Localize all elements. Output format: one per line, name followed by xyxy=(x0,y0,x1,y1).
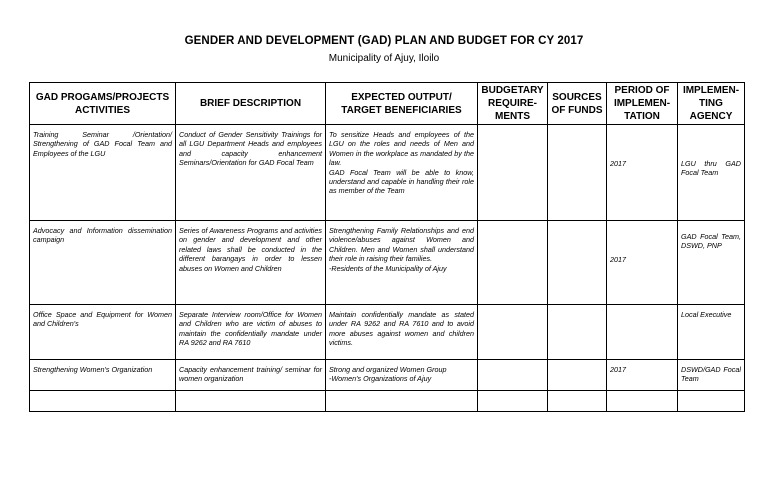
table-header-row xyxy=(30,83,745,125)
column-header-agency: IMPLEMEN- TING AGENCY xyxy=(678,83,745,125)
description-cell: Capacity enhancement training/ seminar for women organization xyxy=(176,360,326,391)
period-cell xyxy=(607,221,678,305)
description-cell: Conduct of Gender Sensitivity Trainings for all LGU Department Heads and employees and capacity enhancement Seminars/Orientation for GAD Focal Team xyxy=(176,125,326,221)
output-cell: Maintain confidentially mandate as stated under RA 9262 and RA 7610 and to avoid more abuses against women and children victims. xyxy=(326,305,478,360)
budget-cell xyxy=(478,305,548,360)
sources-cell xyxy=(548,305,607,360)
table-row xyxy=(30,221,745,305)
agency-cell xyxy=(678,125,745,221)
program-cell xyxy=(30,391,176,412)
document-subtitle: Municipality of Ajuy, Iloilo xyxy=(328,53,440,64)
budget-cell xyxy=(478,125,548,221)
budget-cell xyxy=(478,360,548,391)
column-header-programs: GAD PROGAMS/PROJECTS ACTIVITIES xyxy=(30,83,176,125)
period-cell xyxy=(607,305,678,360)
program-cell: Strengthening Women's Organization xyxy=(30,360,176,391)
column-header-budget: BUDGETARY REQUIRE- MENTS xyxy=(478,83,548,125)
program-cell: Advocacy and Information dissemination campaign xyxy=(30,221,176,305)
column-header-expected-output: EXPECTED OUTPUT/ TARGET BENEFICIARIES xyxy=(326,83,478,125)
period-value: 2017 xyxy=(610,159,626,168)
gad-plan-table xyxy=(29,82,745,412)
table-row xyxy=(30,391,745,412)
document-title: GENDER AND DEVELOPMENT (GAD) PLAN AND BUDGET FOR CY 2017 xyxy=(184,35,584,47)
column-header-description: BRIEF DESCRIPTION xyxy=(176,83,326,125)
description-cell: Separate Interview room/Office for Women and Children who are victim of abuses to maintain the confidentially mandate under RA 9262 and RA 7610 xyxy=(176,305,326,360)
output-cell: Strong and organized Women Group -Women's Organizations of Ajuy xyxy=(326,360,478,391)
budget-cell xyxy=(478,391,548,412)
sources-cell xyxy=(548,125,607,221)
column-header-period: PERIOD OF IMPLEMEN- TATION xyxy=(607,83,678,125)
period-cell xyxy=(607,125,678,221)
sources-cell xyxy=(548,221,607,305)
program-cell: Office Space and Equipment for Women and Children's xyxy=(30,305,176,360)
column-header-sources: SOURCES OF FUNDS xyxy=(548,83,607,125)
agency-cell: Local Executive xyxy=(678,305,745,360)
sources-cell xyxy=(548,360,607,391)
period-value: 2017 xyxy=(610,255,626,264)
output-cell: To sensitize Heads and employees of the LGU on the roles and needs of Men and Women in the workplace as mandated by the law. GAD Focal Team will be able to know, understand and capable in handling their role as member of the Team xyxy=(326,125,478,221)
table-row xyxy=(30,305,745,360)
agency-value: GAD Focal Team, DSWD, PNP xyxy=(681,232,741,251)
agency-cell xyxy=(678,221,745,305)
description-cell xyxy=(176,391,326,412)
program-cell: Training Seminar /Orientation/ Strengthening of GAD Focal Team and Employees of the LGU xyxy=(30,125,176,221)
budget-cell xyxy=(478,221,548,305)
agency-value: LGU thru GAD Focal Team xyxy=(681,159,741,178)
output-cell xyxy=(326,391,478,412)
agency-cell xyxy=(678,391,745,412)
description-cell: Series of Awareness Programs and activities on gender and development and other related laws shall be conducted in the different barangays in order to lessen abuses on Women and Children xyxy=(176,221,326,305)
output-cell: Strengthening Family Relationships and end violence/abuses against Women and Children. Men and Women shall understand their role in raising their families. -Residents of the Municipality of Ajuy xyxy=(326,221,478,305)
table-row xyxy=(30,125,745,221)
sources-cell xyxy=(548,391,607,412)
agency-cell: DSWD/GAD Focal Team xyxy=(678,360,745,391)
period-cell xyxy=(607,391,678,412)
period-cell: 2017 xyxy=(607,360,678,391)
table-row xyxy=(30,360,745,391)
